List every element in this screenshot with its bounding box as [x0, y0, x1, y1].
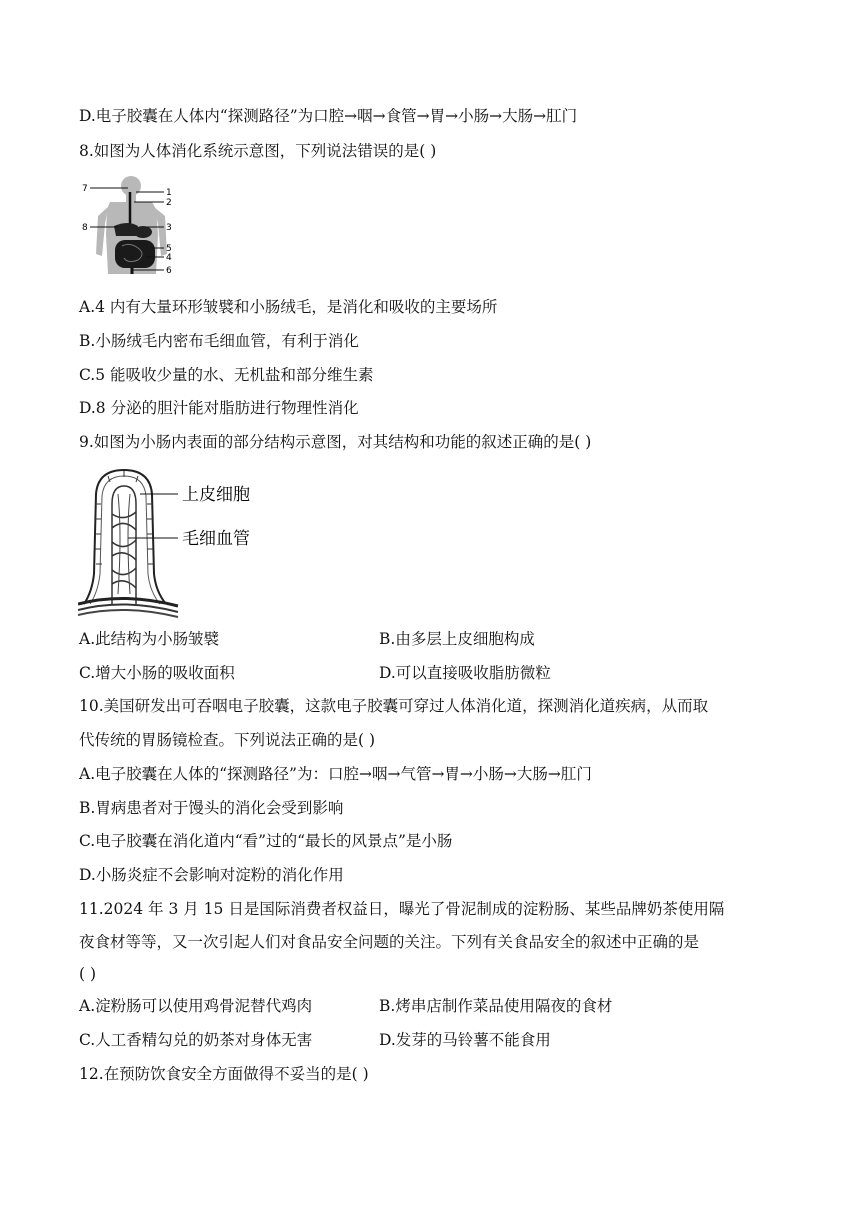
- label-6: 6: [166, 266, 172, 276]
- label-8: 8: [82, 223, 88, 233]
- q10-stem-line1: 10.美国研发出可吞咽电子胶囊，这款电子胶囊可穿过人体消化道，探测消化道疾病，从而取: [79, 697, 709, 715]
- label-5: 5: [166, 244, 172, 254]
- q10-option-c: C.电子胶囊在消化道内“看”过的“最长的风景点”是小肠: [79, 832, 453, 850]
- label-4: 4: [166, 253, 172, 263]
- digestive-system-diagram: [80, 174, 180, 282]
- label-epithelial-cell: 上皮细胞: [182, 485, 250, 505]
- label-7: 7: [82, 184, 88, 194]
- q12-stem: 12.在预防饮食安全方面做得不妥当的是( ): [79, 1065, 369, 1083]
- q10-option-a: A.电子胶囊在人体的“探测路径”为：口腔→咽→气管→胃→小肠→大肠→肛门: [79, 765, 592, 783]
- q9-option-d: D.可以直接吸收脂肪微粒: [379, 664, 551, 682]
- q8-option-c: C.5 能吸收少量的水、无机盐和部分维生素: [79, 366, 374, 384]
- q9-option-a: A.此结构为小肠皱襞: [79, 630, 220, 648]
- label-capillary: 毛细血管: [182, 529, 250, 549]
- q8-stem: 8.如图为人体消化系统示意图，下列说法错误的是( ): [79, 142, 437, 160]
- q11-option-b: B.烤串店制作菜品使用隔夜的食材: [379, 997, 613, 1015]
- q8-option-b: B.小肠绒毛内密布毛细血管，有利于消化: [79, 332, 359, 350]
- label-2: 2: [166, 198, 172, 208]
- q11-stem-line2: 夜食材等等，又一次引起人们对食品安全问题的关注。下列有关食品安全的叙述中正确的是: [79, 933, 700, 951]
- q10-stem-line2: 代传统的胃肠镜检查。下列说法正确的是( ): [79, 731, 376, 749]
- q11-option-a: A.淀粉肠可以使用鸡骨泥替代鸡肉: [79, 997, 313, 1015]
- q11-option-d: D.发芽的马铃薯不能食用: [379, 1031, 551, 1049]
- q9-option-c: C.增大小肠的吸收面积: [79, 664, 235, 682]
- villus-diagram: [78, 464, 278, 618]
- label-1: 1: [166, 188, 172, 198]
- q10-option-b: B.胃病患者对于馒头的消化会受到影响: [79, 799, 344, 817]
- q7-option-d: D.电子胶囊在人体内“探测路径”为口腔→咽→食管→胃→小肠→大肠→肛门: [79, 107, 578, 125]
- q8-option-a: A.4 内有大量环形皱襞和小肠绒毛，是消化和吸收的主要场所: [79, 298, 498, 316]
- q8-option-d: D.8 分泌的胆汁能对脂肪进行物理性消化: [79, 399, 359, 417]
- q11-stem-line1: 11.2024 年 3 月 15 日是国际消费者权益日，曝光了骨泥制成的淀粉肠、某些品牌奶茶使用隔: [79, 900, 725, 918]
- q11-stem-line3: ( ): [79, 965, 97, 983]
- label-3: 3: [166, 223, 172, 233]
- q9-stem: 9.如图为小肠内表面的部分结构示意图，对其结构和功能的叙述正确的是( ): [79, 433, 592, 451]
- q10-option-d: D.小肠炎症不会影响对淀粉的消化作用: [79, 866, 344, 884]
- q11-option-c: C.人工香精勾兑的奶茶对身体无害: [79, 1031, 313, 1049]
- q9-option-b: B.由多层上皮细胞构成: [379, 630, 535, 648]
